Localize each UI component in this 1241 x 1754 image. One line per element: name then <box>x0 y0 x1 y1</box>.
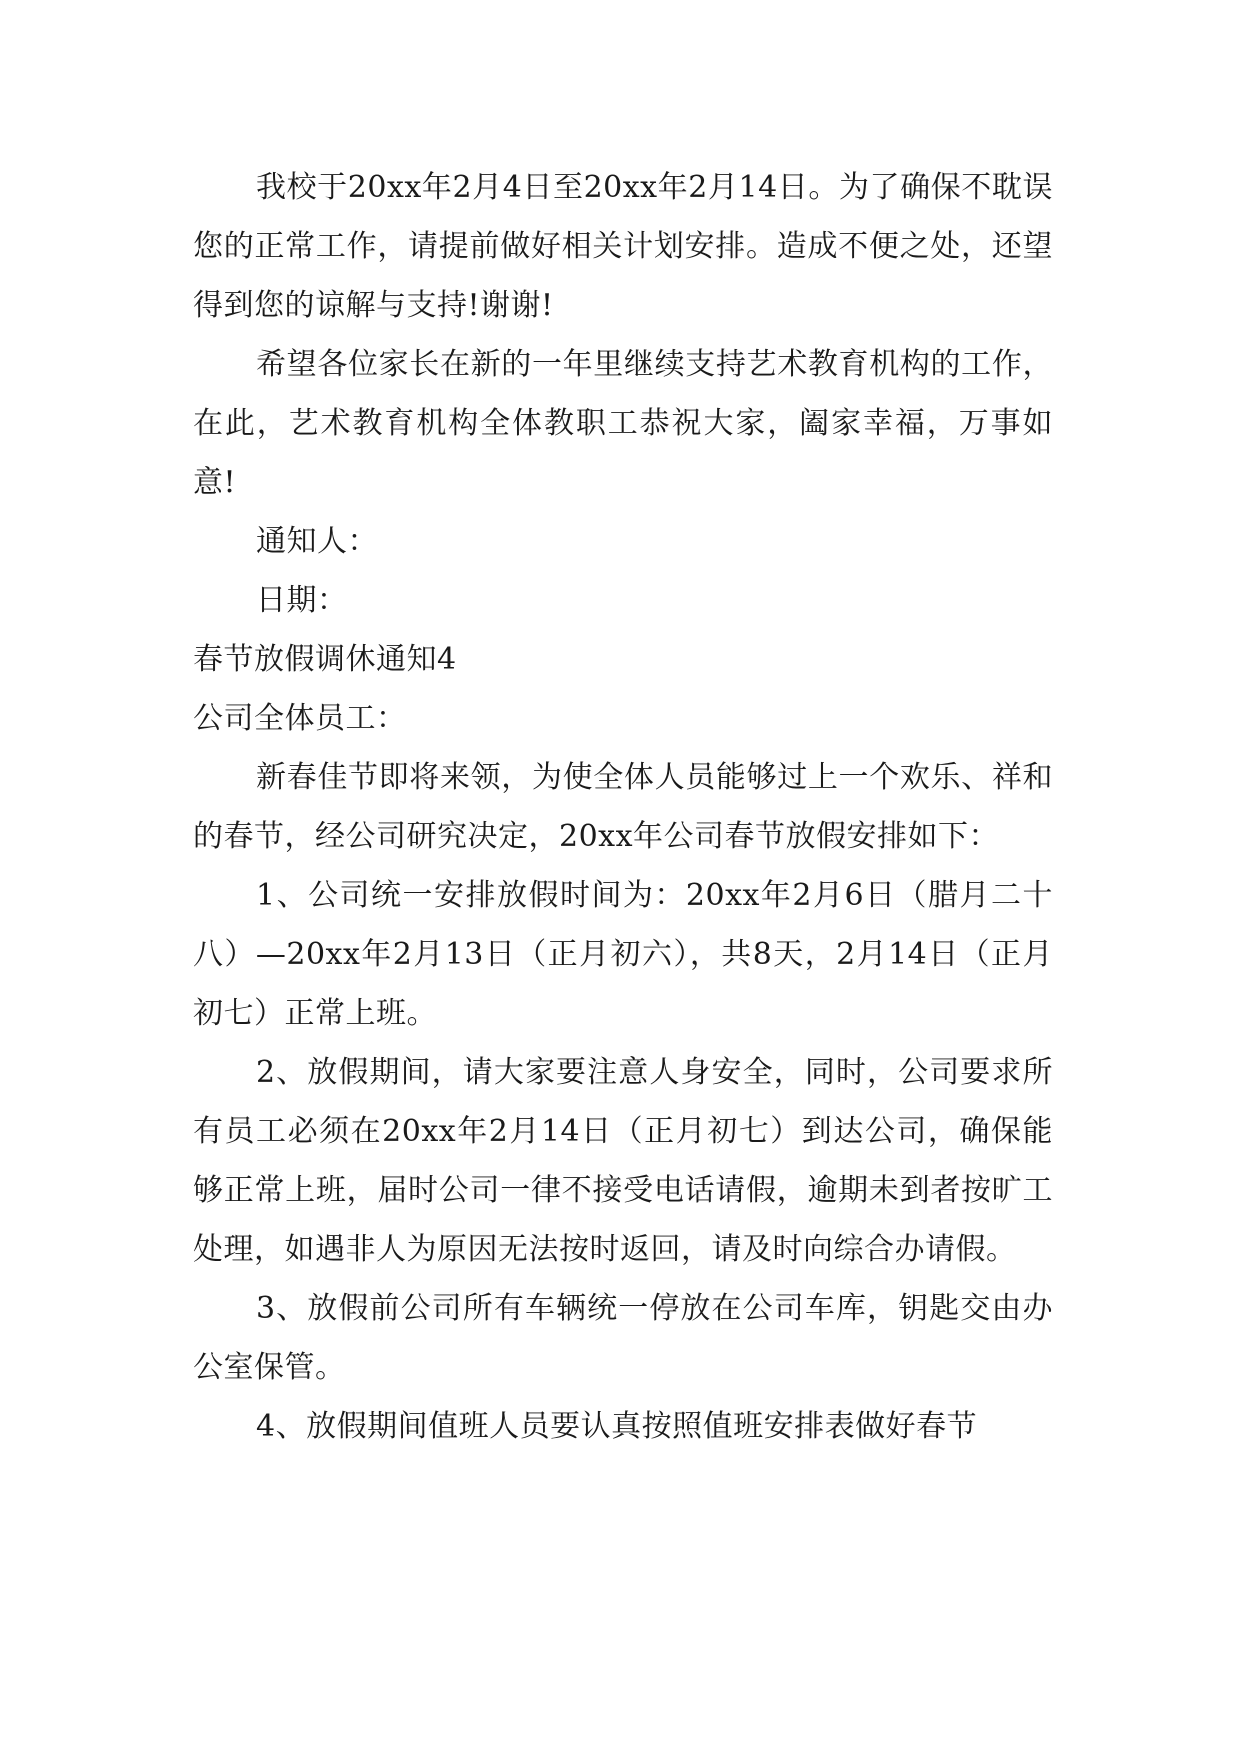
list-item-1: 1、公司统一安排放假时间为：20xx年2月6日（腊月二十八）—20xx年2月13日（正月初六），共8天，2月14日（正月初七）正常上班。 <box>193 878 1053 1031</box>
paragraph-holiday-dates: 我校于20xx年2月4日至20xx年2月14日。为了确保不耽误您的正常工作，请提前做好相关计划安排。造成不便之处，还望得到您的谅解与支持!谢谢! <box>193 170 1053 323</box>
document-body <box>193 158 1053 1456</box>
section-heading: 春节放假调休通知4 <box>193 642 457 677</box>
date-label: 日期： <box>256 583 348 618</box>
list-item-2: 2、放假期间，请大家要注意人身安全，同时，公司要求所有员工必须在20xx年2月14日（正月初七）到达公司，确保能够正常上班，届时公司一律不接受电话请假，逾期未到者按旷工处理，如遇非人为原因无法按时返回，请及时向综合办请假。 <box>193 1055 1053 1267</box>
list-item-4: 4、放假期间值班人员要认真按照值班安排表做好春节 <box>256 1409 978 1444</box>
list-item-3: 3、放假前公司所有车辆统一停放在公司车库，钥匙交由办公室保管。 <box>193 1291 1053 1385</box>
paragraph-wishes: 希望各位家长在新的一年里继续支持艺术教育机构的工作，在此，艺术教育机构全体教职工恭祝大家，阖家幸福，万事如意! <box>193 347 1053 500</box>
salutation: 公司全体员工： <box>193 701 407 736</box>
notifier-label: 通知人： <box>256 524 378 559</box>
paragraph-intro: 新春佳节即将来领，为使全体人员能够过上一个欢乐、祥和的春节，经公司研究决定，20xx年公司春节放假安排如下： <box>193 760 1053 854</box>
